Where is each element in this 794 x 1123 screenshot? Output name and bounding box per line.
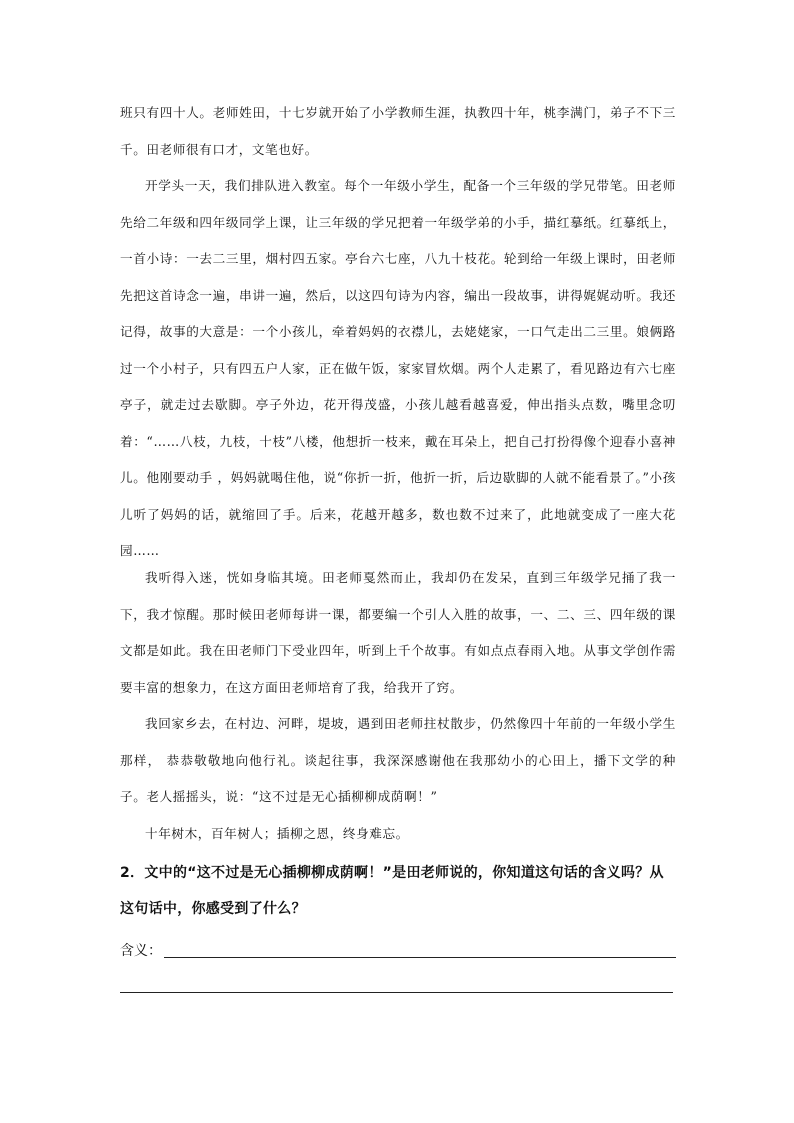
answer-blank-line-1[interactable] [164,957,676,958]
passage-paragraph-4: 我回家乡去，在村边、河畔，堤坡，遇到田老师拄杖散步，仍然像四十年前的一年级小学生那样， 恭恭敬敬地向他行礼。谈起往事，我深深感谢他在我那幼小的心田上，播下文学的种子。老人摇摇头，说：“这不过是无心插柳柳成荫啊！” [120,716,676,804]
passage-paragraph-2: 开学头一天，我们排队进入教室。每个一年级小学生，配备一个三年级的学兄带笔。田老师先给二年级和四年级同学上课，让三年级的学兄把着一年级学弟的小手，描红摹纸。红摹纸上，一首小诗：一去二三里，烟村四五家。亭台六七座，八九十枝花。轮到给一年级上课时，田老师先把这首诗念一遍，串讲一遍，然后，以这四句诗为内容，编出一段故事，讲得娓娓动听。我还记得，故事的大意是：一个小孩儿，牵着妈妈的衣襟儿，去姥姥家，一口气走出二三里。娘俩路过一个小村子，只有四五户人家，正在做午饭，家家冒炊烟。两个人走累了，看见路边有六七座亭子，就走过去歇脚。亭子外边，花开得茂盛，小孩儿越看越喜爱，伸出指头点数，嘴里念叨着：“……八枝，九枝，十枝”八楼，他想折一枝来，戴在耳朵上，把自己打扮得像个迎春小喜神儿。他刚要动手 ，妈妈就喝住他，说“你折一折，他折一折，后边歇脚的人就不能看景了。”小孩儿听了妈妈的话，就缩回了手。后来，花越开越多，数也数不过来了，此地就变成了一座大花园…… [120,178,676,558]
question-2: 2．文中的“这不过是无心插柳柳成荫啊！”是田老师说的，你知道这句话的含义吗？从这句话中，你感受到了什么？ [120,865,664,917]
answer-label: 含义： [120,943,162,959]
passage-paragraph-5: 十年树木，百年树人；插柳之恩，终身难忘。 [145,826,409,841]
answer-row [120,938,676,960]
answer-blank-line-2[interactable] [120,992,673,993]
passage-paragraph-3: 我听得入迷，恍如身临其境。田老师戛然而止，我却仍在发呆，直到三年级学兄捅了我一下，我才惊醒。那时候田老师每讲一课，都要编一个引人入胜的故事，一、二、三、四年级的课文都是如此。我在田老师门下受业四年，听到上千个故事。有如点点春雨入地。从事文学创作需要丰富的想象力，在这方面田老师培育了我，给我开了窍。 [120,570,676,695]
passage-paragraph-1: 班只有四十人。老师姓田，十七岁就开始了小学教师生涯，执教四十年，桃李满门，弟子不下三千。田老师很有口才，文笔也好。 [120,105,676,157]
